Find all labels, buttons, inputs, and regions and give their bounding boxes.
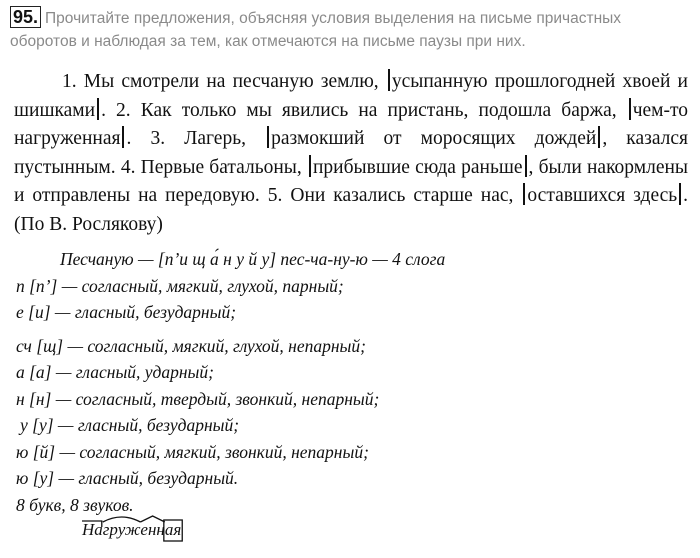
task-number: 95. [10,6,41,28]
suffix-morpheme: енн [140,520,165,539]
sentence-fragment: . 2. Как только мы явились на пристань, подошла баржа, [101,99,617,121]
sentence-fragment: , казался пустынным. 4. Первые батальоны, [14,128,689,178]
participial-phrase: размокший от моросящих дождей [271,128,597,150]
pause-mark [679,183,681,205]
analysis-line: сч [щ] — согласный, мягкий, глухой, непарный; [16,335,366,356]
suffix-caret-mark [140,516,164,522]
sentence-fragment: , были накормлены и отправлены на передовую. 5. Они казались старше нас, [14,156,689,207]
root-morpheme: груж [102,520,141,539]
analysis-line: е [и] — гласный, безударный; [16,302,237,322]
phonetic-analysis [16,246,616,518]
analysis-summary: 8 букв, 8 звуков. [16,494,134,515]
task-instruction: Прочитайте предложения, объясняя условия выделения на письме причастных оборотов и наблюдая за тем, как отмечаются на письме паузы при них. [10,10,622,50]
analysis-line: ю [й] — согласный, мягкий, звонкий, непарный; [16,441,369,462]
pause-mark [267,126,269,148]
pause-mark [97,98,99,120]
task-instruction-block [10,6,690,53]
participial-phrase: чем-то нагруженная [14,99,689,150]
analysis-line: у [у] — гласный, безударный; [20,415,240,435]
sentence-fragment: 1. Мы смотрели на песчаную землю, [62,71,379,92]
prefix-morpheme: На [82,520,103,539]
pause-mark [122,126,124,148]
sentence-fragment: . 3. Лагерь, [126,128,246,150]
pause-mark [525,155,527,177]
root-arc-mark [103,517,141,522]
analysis-line: а [а] — гласный, ударный; [16,362,214,382]
pause-mark [629,98,631,120]
analysis-gap [16,326,616,333]
analysis-line: н [н] — согласный, твердый, звонкий, непарный; [16,388,380,409]
pause-mark [598,126,600,148]
participial-phrase: оставшихся здесь [527,185,678,207]
prefix-mark [82,521,102,527]
analysis-line: ю [у] — гласный, безударный. [16,468,239,488]
pause-mark [309,155,311,177]
participial-phrase: усыпанную прошлогодней хвоей и шишками [14,71,688,121]
ending-morpheme: ая [164,520,182,539]
morpheme-marks [82,512,186,542]
analysis-header: Песчаную — [п’и щ а́ н у й у] пес-ча-ну-ю — 4 слога [60,249,446,269]
exercise-text [14,68,688,240]
analysis-line: п [п’] — согласный, мягкий, глухой, парный; [16,275,344,296]
pause-mark [523,183,525,205]
pause-mark [388,69,390,91]
participial-phrase: прибывшие сюда раньше [312,156,523,178]
ending-box-mark [164,520,182,541]
sentence-fragment: . (По В. Рослякову) [14,185,689,235]
